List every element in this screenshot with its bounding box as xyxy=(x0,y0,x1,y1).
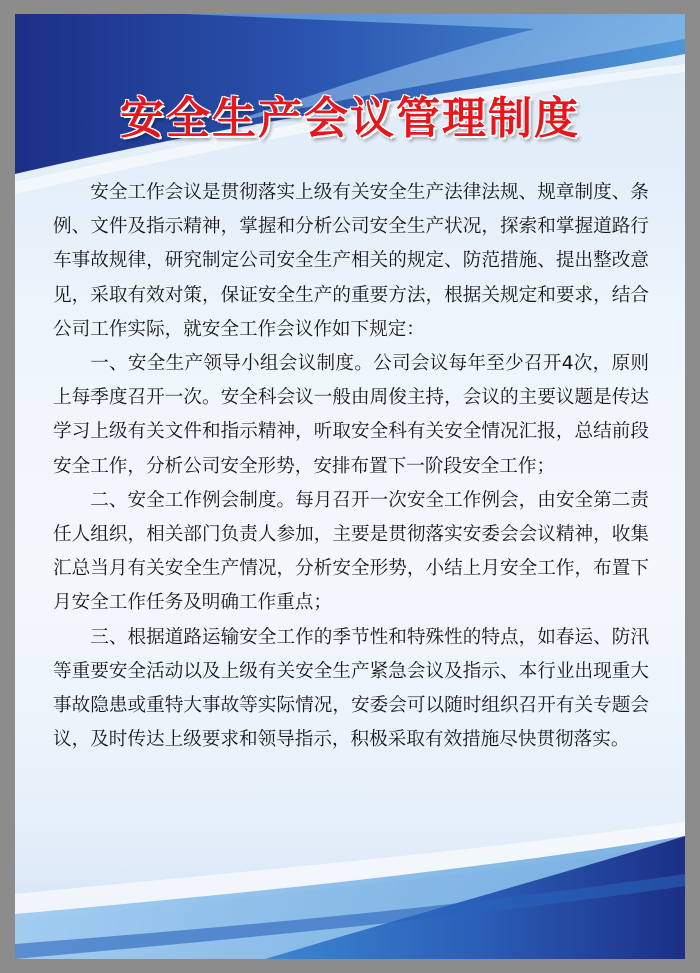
paragraph-intro: 安全工作会议是贯彻落实上级有关安全生产法律法规、规章制度、条例、文件及指示精神，掌握和分析公司安全生产状况，探索和掌握道路行车事故规律，研究制定公司安全生产相关的规定、防范措施、提出整改意见，采取有效对策，保证安全生产的重要方法，根据关规定和要求，结合公司工作实际，就安全工作会议作如下规定： xyxy=(53,182,649,340)
poster-board xyxy=(15,14,685,959)
paragraph-rule-2: 二、安全工作例会制度。每月召开一次安全工作例会，由安全第二责任人组织，相关部门负责人参加，主要是贯彻落实安委会会议精神，收集汇总当月有关安全生产情况，分析安全形势，小结上月安全工作，布置下月安全工作任务及明确工作重点； xyxy=(53,489,649,614)
paragraph-rule-1: 一、安全生产领导小组会议制度。公司会议每年至少召开4次，原则上每季度召开一次。安全科会议一般由周俊主持，会议的主要议题是传达学习上级有关文件和指示精神，听取安全科有关安全情况汇报，总结前段安全工作，分析公司安全形势，安排布置下一阶段安全工作； xyxy=(53,353,649,477)
document-body xyxy=(53,176,649,757)
paragraph-rule-3: 三、根据道路运输安全工作的季节性和特殊性的特点，如春运、防汛等重要安全活动以及上级有关安全生产紧急会议及指示、本行业出现重大事故隐患或重特大事故等实际情况，安委会可以随时组织召开有关专题会议，及时传达上级要求和领导指示，积极采取有效措施尽快贯彻落实。 xyxy=(53,626,649,751)
page-title: 安全生产会议管理制度 xyxy=(120,93,580,144)
